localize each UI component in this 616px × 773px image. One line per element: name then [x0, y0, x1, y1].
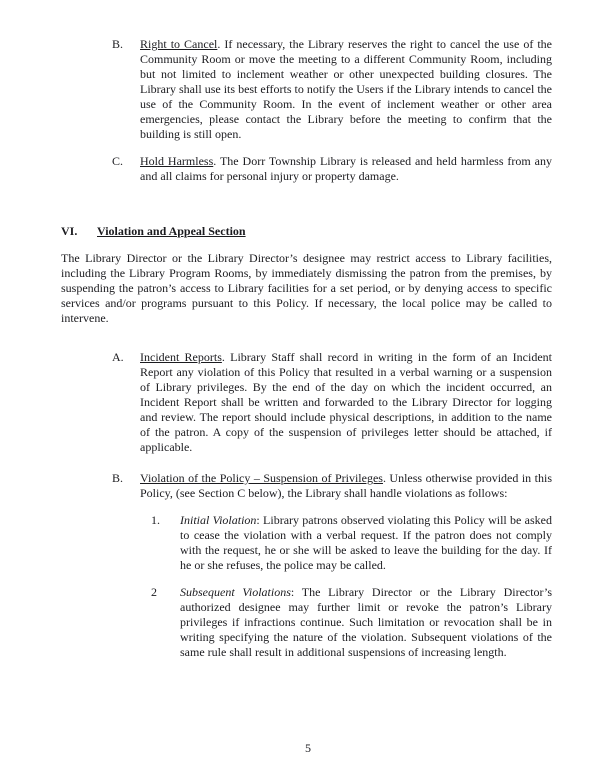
indent-spacer [61, 585, 151, 660]
subitem-text [180, 585, 552, 660]
section-title: Violation and Appeal Section [97, 224, 246, 238]
subitem-initial-violation [61, 513, 552, 573]
item-body: . Unless otherwise provided in this Policy, (see Section C below), the Library shall handle violations as follows: [140, 471, 552, 500]
subitem-label: 2 [151, 585, 157, 599]
item-text [140, 154, 552, 184]
section-number: VI. [61, 224, 78, 238]
item-label: B. [112, 471, 124, 485]
indent-spacer [61, 37, 112, 142]
subitem-heading: Subsequent Violations [180, 585, 291, 599]
item-heading: Hold Harmless [140, 154, 214, 168]
indent-spacer [61, 154, 112, 184]
item-heading: Right to Cancel [140, 37, 218, 51]
item-text [140, 350, 552, 455]
subitem-body: : Library patrons observed violating this Policy will be asked to cease the violation with a verbal request. If the patron does not comply with the request, he or she will be asked to leave the building for the day. If he or she refuses, the police may be called. [180, 513, 552, 572]
policy-item-right-to-cancel [61, 37, 552, 142]
indent-spacer [61, 471, 112, 501]
item-body: . Library Staff shall record in writing in the form of an Incident Report any violation of this Policy that resulted in a verbal warning or a suspension of Library privileges. By the end of the day on which the incident occurred, an Incident Report shall be written and forwarded to the Library Director for logging and review. The report should include physical descriptions, in addition to the name of the patron. A copy of the suspension of privileges letter should be attached, if applicable. [140, 350, 553, 454]
item-body: . If necessary, the Library reserves the right to cancel the use of the Community Room or move the meeting to a different Community Room, including but not limited to inclement weather or other unexpected building closures. The Library shall use its best efforts to notify the Users if the Library intends to cancel the use of the Community Room. In the event of inclement weather or other area emergencies, please contact the Library before the meeting to confirm that the building is still open. [140, 37, 552, 141]
subitem-subsequent-violations [61, 585, 552, 660]
item-text [140, 471, 552, 501]
item-label: B. [112, 37, 124, 51]
item-label: A. [112, 350, 124, 364]
policy-item-incident-reports [61, 350, 552, 455]
item-heading: Violation of the Policy – Suspension of Privileges [140, 471, 383, 485]
section-heading-violation-appeal [61, 224, 552, 239]
item-body: . The Dorr Township Library is released and held harmless from any and all claims for personal injury or property damage. [140, 154, 552, 183]
subitem-label: 1. [151, 513, 160, 527]
indent-spacer [61, 513, 151, 573]
subitem-heading: Initial Violation [180, 513, 257, 527]
item-label: C. [112, 154, 124, 168]
subitem-body: : The Library Director or the Library Director’s authorized designee may further limit or revoke the patron’s Library privileges if infractions continue. Such limitation or revocation shall be in writing specifying the nature of the violation. Subsequent violations of the same rule shall result in additional suspensions of increasing length. [180, 585, 552, 659]
indent-spacer [61, 350, 112, 455]
policy-item-violation-suspension [61, 471, 552, 501]
section-intro-paragraph: The Library Director or the Library Director’s designee may restrict access to Library facilities, including the Library Program Rooms, by immediately dismissing the patron from the premises, by suspending the patron’s access to Library facilities for a set period, or by denying access to specific services and/or programs pursuant to this Policy. If necessary, the local police may be called to intervene. [61, 251, 552, 325]
policy-item-hold-harmless [61, 154, 552, 184]
item-heading: Incident Reports [140, 350, 222, 364]
subitem-text [180, 513, 552, 573]
item-text [140, 37, 552, 142]
page-number: 5 [305, 741, 311, 755]
